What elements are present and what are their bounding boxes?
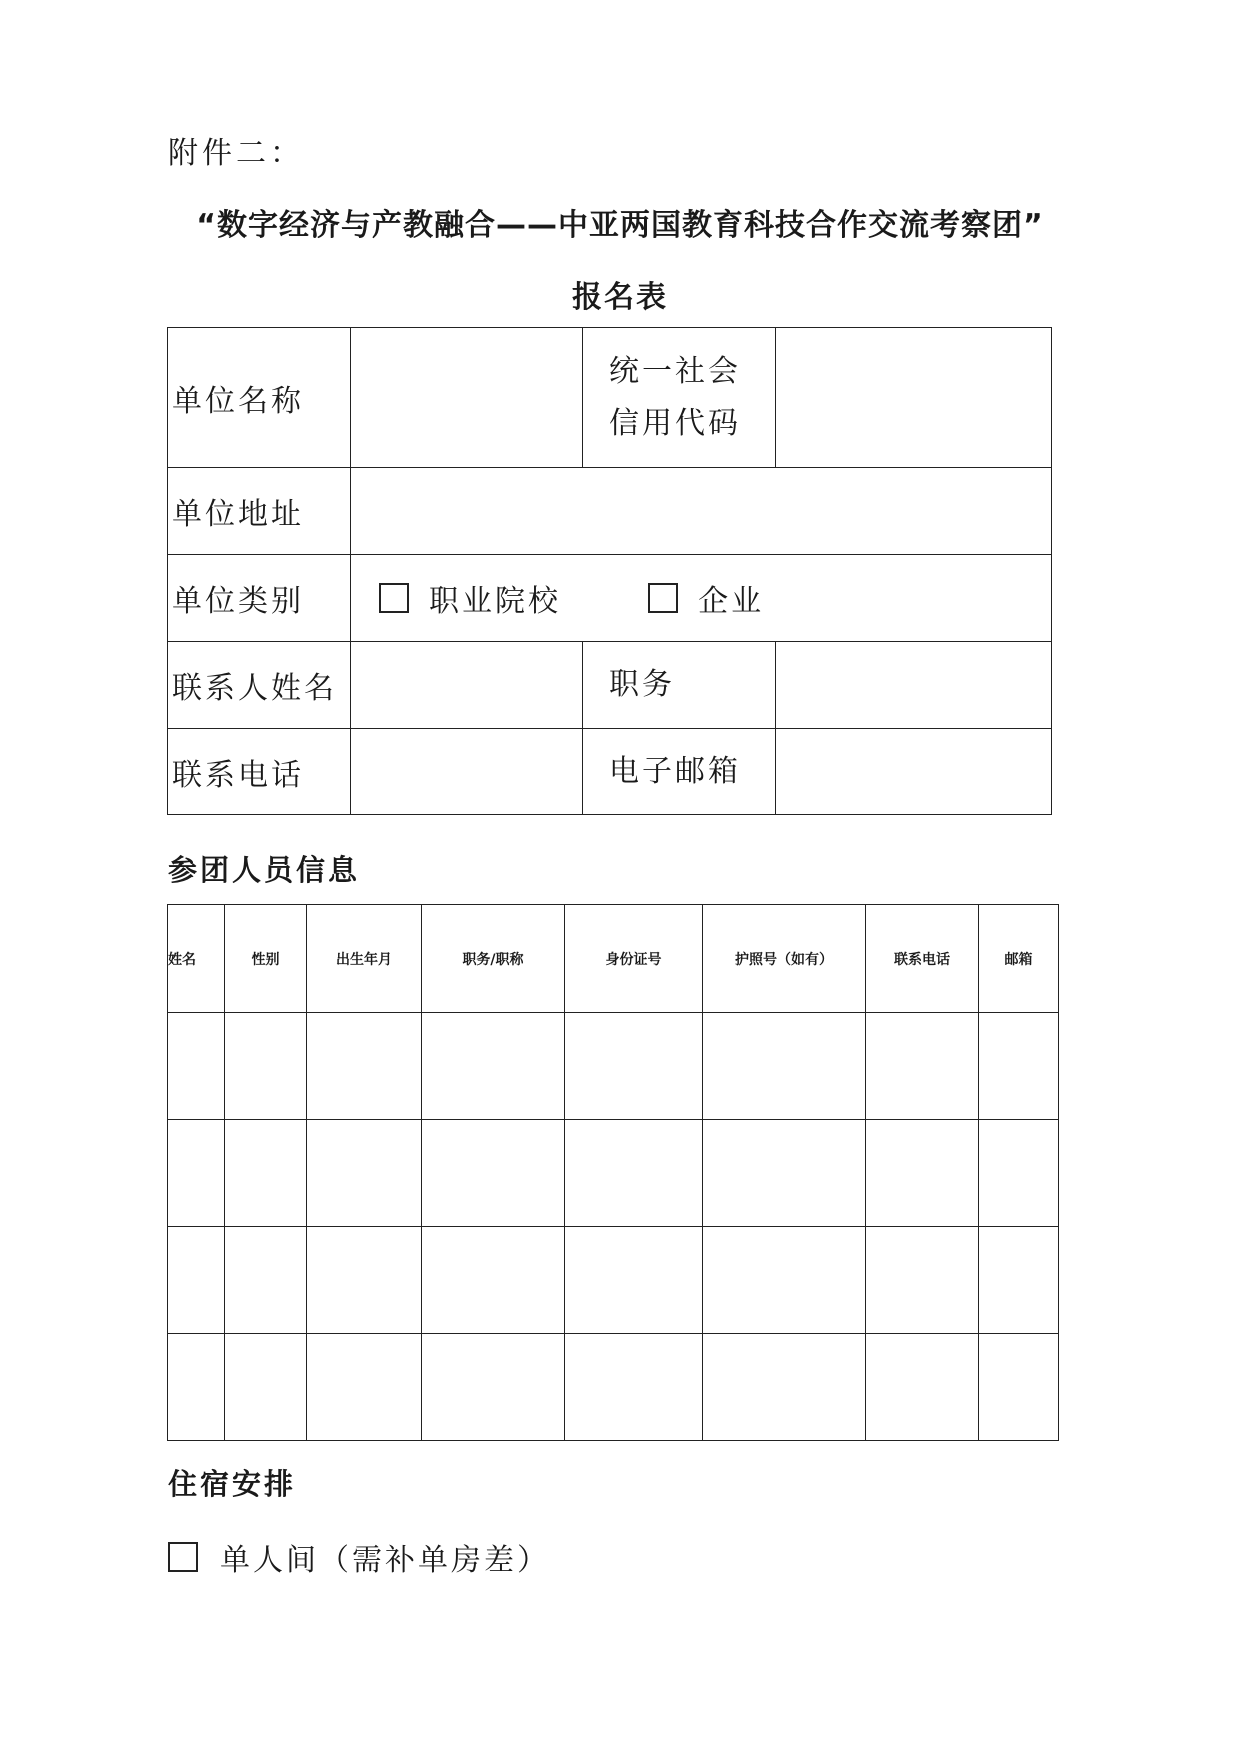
single-room-label: 单人间（需补单房差）: [220, 1543, 550, 1578]
email-field[interactable]: [776, 729, 1052, 815]
table-cell[interactable]: [703, 1013, 866, 1120]
table-cell[interactable]: [422, 1120, 565, 1227]
table-cell[interactable]: [225, 1227, 307, 1334]
table-cell[interactable]: [565, 1334, 703, 1441]
table-cell[interactable]: [866, 1013, 979, 1120]
col-phone: 联系电话: [866, 905, 979, 1013]
table-cell[interactable]: [168, 1120, 225, 1227]
table-cell[interactable]: [422, 1227, 565, 1334]
table-row: [168, 1227, 1059, 1334]
col-gender: 性别: [225, 905, 307, 1013]
credit-code-label-line2: 信用代码: [609, 405, 741, 441]
unit-name-label: 单位名称: [168, 328, 351, 468]
table-cell[interactable]: [979, 1227, 1059, 1334]
credit-code-label: [583, 328, 776, 468]
category-option-vocational[interactable]: [379, 576, 561, 620]
table-cell[interactable]: [307, 1334, 422, 1441]
table-cell[interactable]: [225, 1334, 307, 1441]
col-email: 邮箱: [979, 905, 1059, 1013]
unit-address-label: 单位地址: [168, 468, 351, 555]
vocational-checkbox[interactable]: [379, 583, 409, 613]
table-cell[interactable]: [866, 1120, 979, 1227]
table-cell[interactable]: [422, 1334, 565, 1441]
table-cell[interactable]: [422, 1013, 565, 1120]
table-cell[interactable]: [703, 1334, 866, 1441]
contact-name-field[interactable]: [351, 642, 583, 729]
attachment-label: 附件二：: [168, 136, 304, 171]
unit-info-table: [167, 327, 1052, 815]
table-cell[interactable]: [565, 1120, 703, 1227]
contact-phone-label: 联系电话: [168, 729, 351, 815]
position-label: 职务: [583, 642, 776, 729]
table-cell[interactable]: [168, 1334, 225, 1441]
table-cell[interactable]: [225, 1013, 307, 1120]
table-cell[interactable]: [866, 1227, 979, 1334]
form-title: “数字经济与产教融合——中亚两国教育科技合作交流考察团”: [196, 208, 1044, 243]
unit-category-label: 单位类别: [168, 555, 351, 642]
table-cell[interactable]: [979, 1120, 1059, 1227]
vocational-label: 职业院校: [429, 583, 561, 619]
members-header-row: [168, 905, 1059, 1013]
position-field[interactable]: [776, 642, 1052, 729]
contact-phone-field[interactable]: [351, 729, 583, 815]
unit-name-field[interactable]: [351, 328, 583, 468]
table-cell[interactable]: [979, 1013, 1059, 1120]
table-cell[interactable]: [866, 1334, 979, 1441]
table-cell[interactable]: [225, 1120, 307, 1227]
col-birth: 出生年月: [307, 905, 422, 1013]
members-table: [167, 904, 1059, 1441]
enterprise-label: 企业: [698, 583, 765, 619]
contact-name-label: 联系人姓名: [168, 642, 351, 729]
credit-code-label-line1: 统一社会: [609, 353, 741, 389]
table-row: [168, 1120, 1059, 1227]
table-cell[interactable]: [565, 1013, 703, 1120]
table-cell[interactable]: [307, 1013, 422, 1120]
table-cell[interactable]: [565, 1227, 703, 1334]
single-room-checkbox[interactable]: [168, 1542, 198, 1572]
credit-code-field[interactable]: [776, 328, 1052, 468]
col-title: 职务/职称: [422, 905, 565, 1013]
col-id-number: 身份证号: [565, 905, 703, 1013]
unit-address-field[interactable]: [351, 468, 1052, 555]
email-label: 电子邮箱: [583, 729, 776, 815]
single-room-option[interactable]: [168, 1535, 550, 1579]
table-cell[interactable]: [168, 1227, 225, 1334]
form-subtitle: 报名表: [572, 280, 668, 315]
enterprise-checkbox[interactable]: [648, 583, 678, 613]
category-option-enterprise[interactable]: [648, 576, 764, 620]
unit-category-options: [351, 555, 1052, 642]
table-cell[interactable]: [307, 1227, 422, 1334]
lodging-heading: 住宿安排: [168, 1467, 297, 1501]
table-row: [168, 1334, 1059, 1441]
table-row: [168, 1013, 1059, 1120]
table-cell[interactable]: [703, 1227, 866, 1334]
table-cell[interactable]: [307, 1120, 422, 1227]
table-cell[interactable]: [703, 1120, 866, 1227]
col-name: 姓名: [168, 905, 225, 1013]
table-cell[interactable]: [168, 1013, 225, 1120]
table-cell[interactable]: [979, 1334, 1059, 1441]
members-heading: 参团人员信息: [168, 853, 361, 887]
col-passport: 护照号（如有）: [703, 905, 866, 1013]
